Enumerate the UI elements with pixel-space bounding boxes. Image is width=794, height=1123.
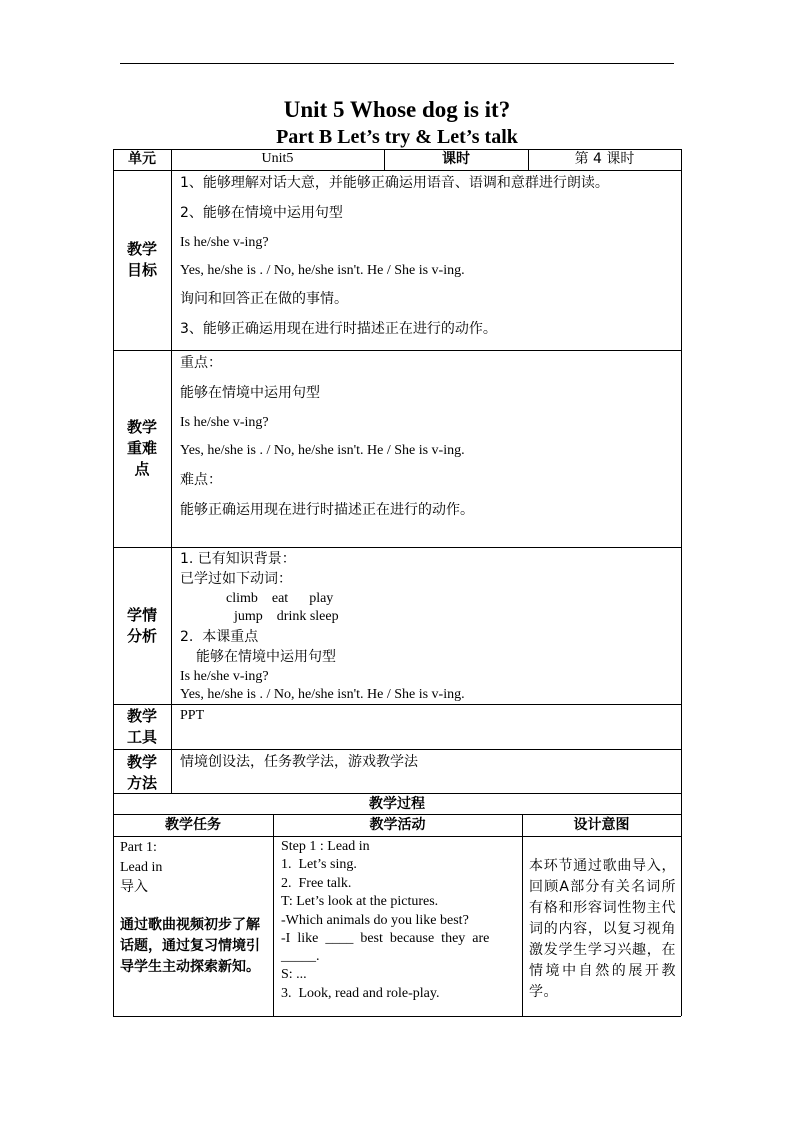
objective-line: Yes, he/she is . / No, he/she isn't. He / She is v-ing. [180, 263, 465, 278]
methods-value: 情境创设法，任务教学法，游戏教学法 [180, 754, 418, 770]
page-subtitle: Part B Let’s try & Let’s talk [276, 126, 518, 148]
unit-label: 单元 [128, 151, 156, 167]
key-point-line: Is he/she v-ing? [180, 415, 269, 430]
objective-line: 3、能够正确运用现在进行时描述正在进行的动作。 [180, 321, 497, 337]
analysis-line: jump drink sleep [234, 609, 339, 624]
activity-line: T: Let’s look at the pictures. [281, 894, 439, 909]
activity-line: S: ... [281, 967, 307, 982]
analysis-line: Is he/she v-ing? [180, 669, 269, 684]
key-point-line: 能够在情境中运用句型 [180, 385, 320, 401]
header-rule [120, 63, 674, 64]
objective-line: 询问和回答正在做的事情。 [180, 291, 348, 307]
learner-analysis-label: 学情分析 [126, 606, 157, 645]
process-title: 教学过程 [369, 796, 425, 812]
key-point-line: 能够正确运用现在进行时描述正在进行的动作。 [180, 502, 474, 518]
task-line: 导入 [120, 879, 148, 895]
analysis-line: Yes, he/she is . / No, he/she isn't. He / She is v-ing. [180, 687, 465, 702]
analysis-line: 1. 已有知识背景： [180, 551, 296, 567]
activity-line: _____. [281, 949, 320, 964]
key-points-label: 教学重难点 [126, 418, 157, 478]
unit-value: Unit5 [261, 151, 294, 166]
task-line: Lead in [120, 860, 163, 875]
analysis-line: climb eat play [226, 591, 334, 606]
design-intent: 本环节通过歌曲导入，回顾A部分有关名词所有格和形容词性物主代词的内容，以复习视角激发学生学习兴趣，在情境中自然的展开教学。 [529, 858, 676, 1000]
key-point-line: Yes, he/she is . / No, he/she isn't. He / She is v-ing. [180, 443, 465, 458]
task-description: 通过歌曲视频初步了解话题，通过复习情境引导学生主动探索新知。 [120, 917, 260, 975]
key-point-line: 重点： [180, 355, 222, 371]
column-header-activity: 教学活动 [369, 817, 426, 833]
tools-label: 教学工具 [126, 707, 157, 746]
activity-line: 2. Free talk. [281, 876, 352, 891]
objective-line: 2、能够在情境中运用句型 [180, 205, 343, 221]
activity-line: Step 1 : Lead in [281, 839, 370, 854]
key-point-line: 难点： [180, 472, 222, 488]
analysis-line: 2. 本课重点 [180, 629, 259, 645]
page-title: Unit 5 Whose dog is it? [283, 97, 511, 122]
task-line: Part 1: [120, 840, 157, 855]
period-value: 第 4 课时 [574, 151, 635, 167]
activity-line: -I like ____ best because they are [281, 931, 490, 946]
analysis-line: 已学过如下动词： [180, 571, 292, 587]
activity-line: -Which animals do you like best? [281, 913, 469, 928]
objective-line: Is he/she v-ing? [180, 235, 269, 250]
methods-label: 教学方法 [126, 753, 157, 792]
activity-line: 1. Let’s sing. [281, 857, 357, 872]
period-label: 课时 [442, 151, 470, 167]
objectives-label: 教学目标 [126, 240, 157, 279]
column-header-task: 教学任务 [165, 817, 221, 833]
activity-line: 3. Look, read and role-play. [281, 986, 440, 1001]
column-header-intent: 设计意图 [573, 817, 630, 833]
objective-line: 1、能够理解对话大意，并能够正确运用语音、语调和意群进行朗读。 [180, 175, 609, 191]
tools-value: PPT [180, 708, 205, 723]
analysis-line: 能够在情境中运用句型 [196, 649, 336, 665]
